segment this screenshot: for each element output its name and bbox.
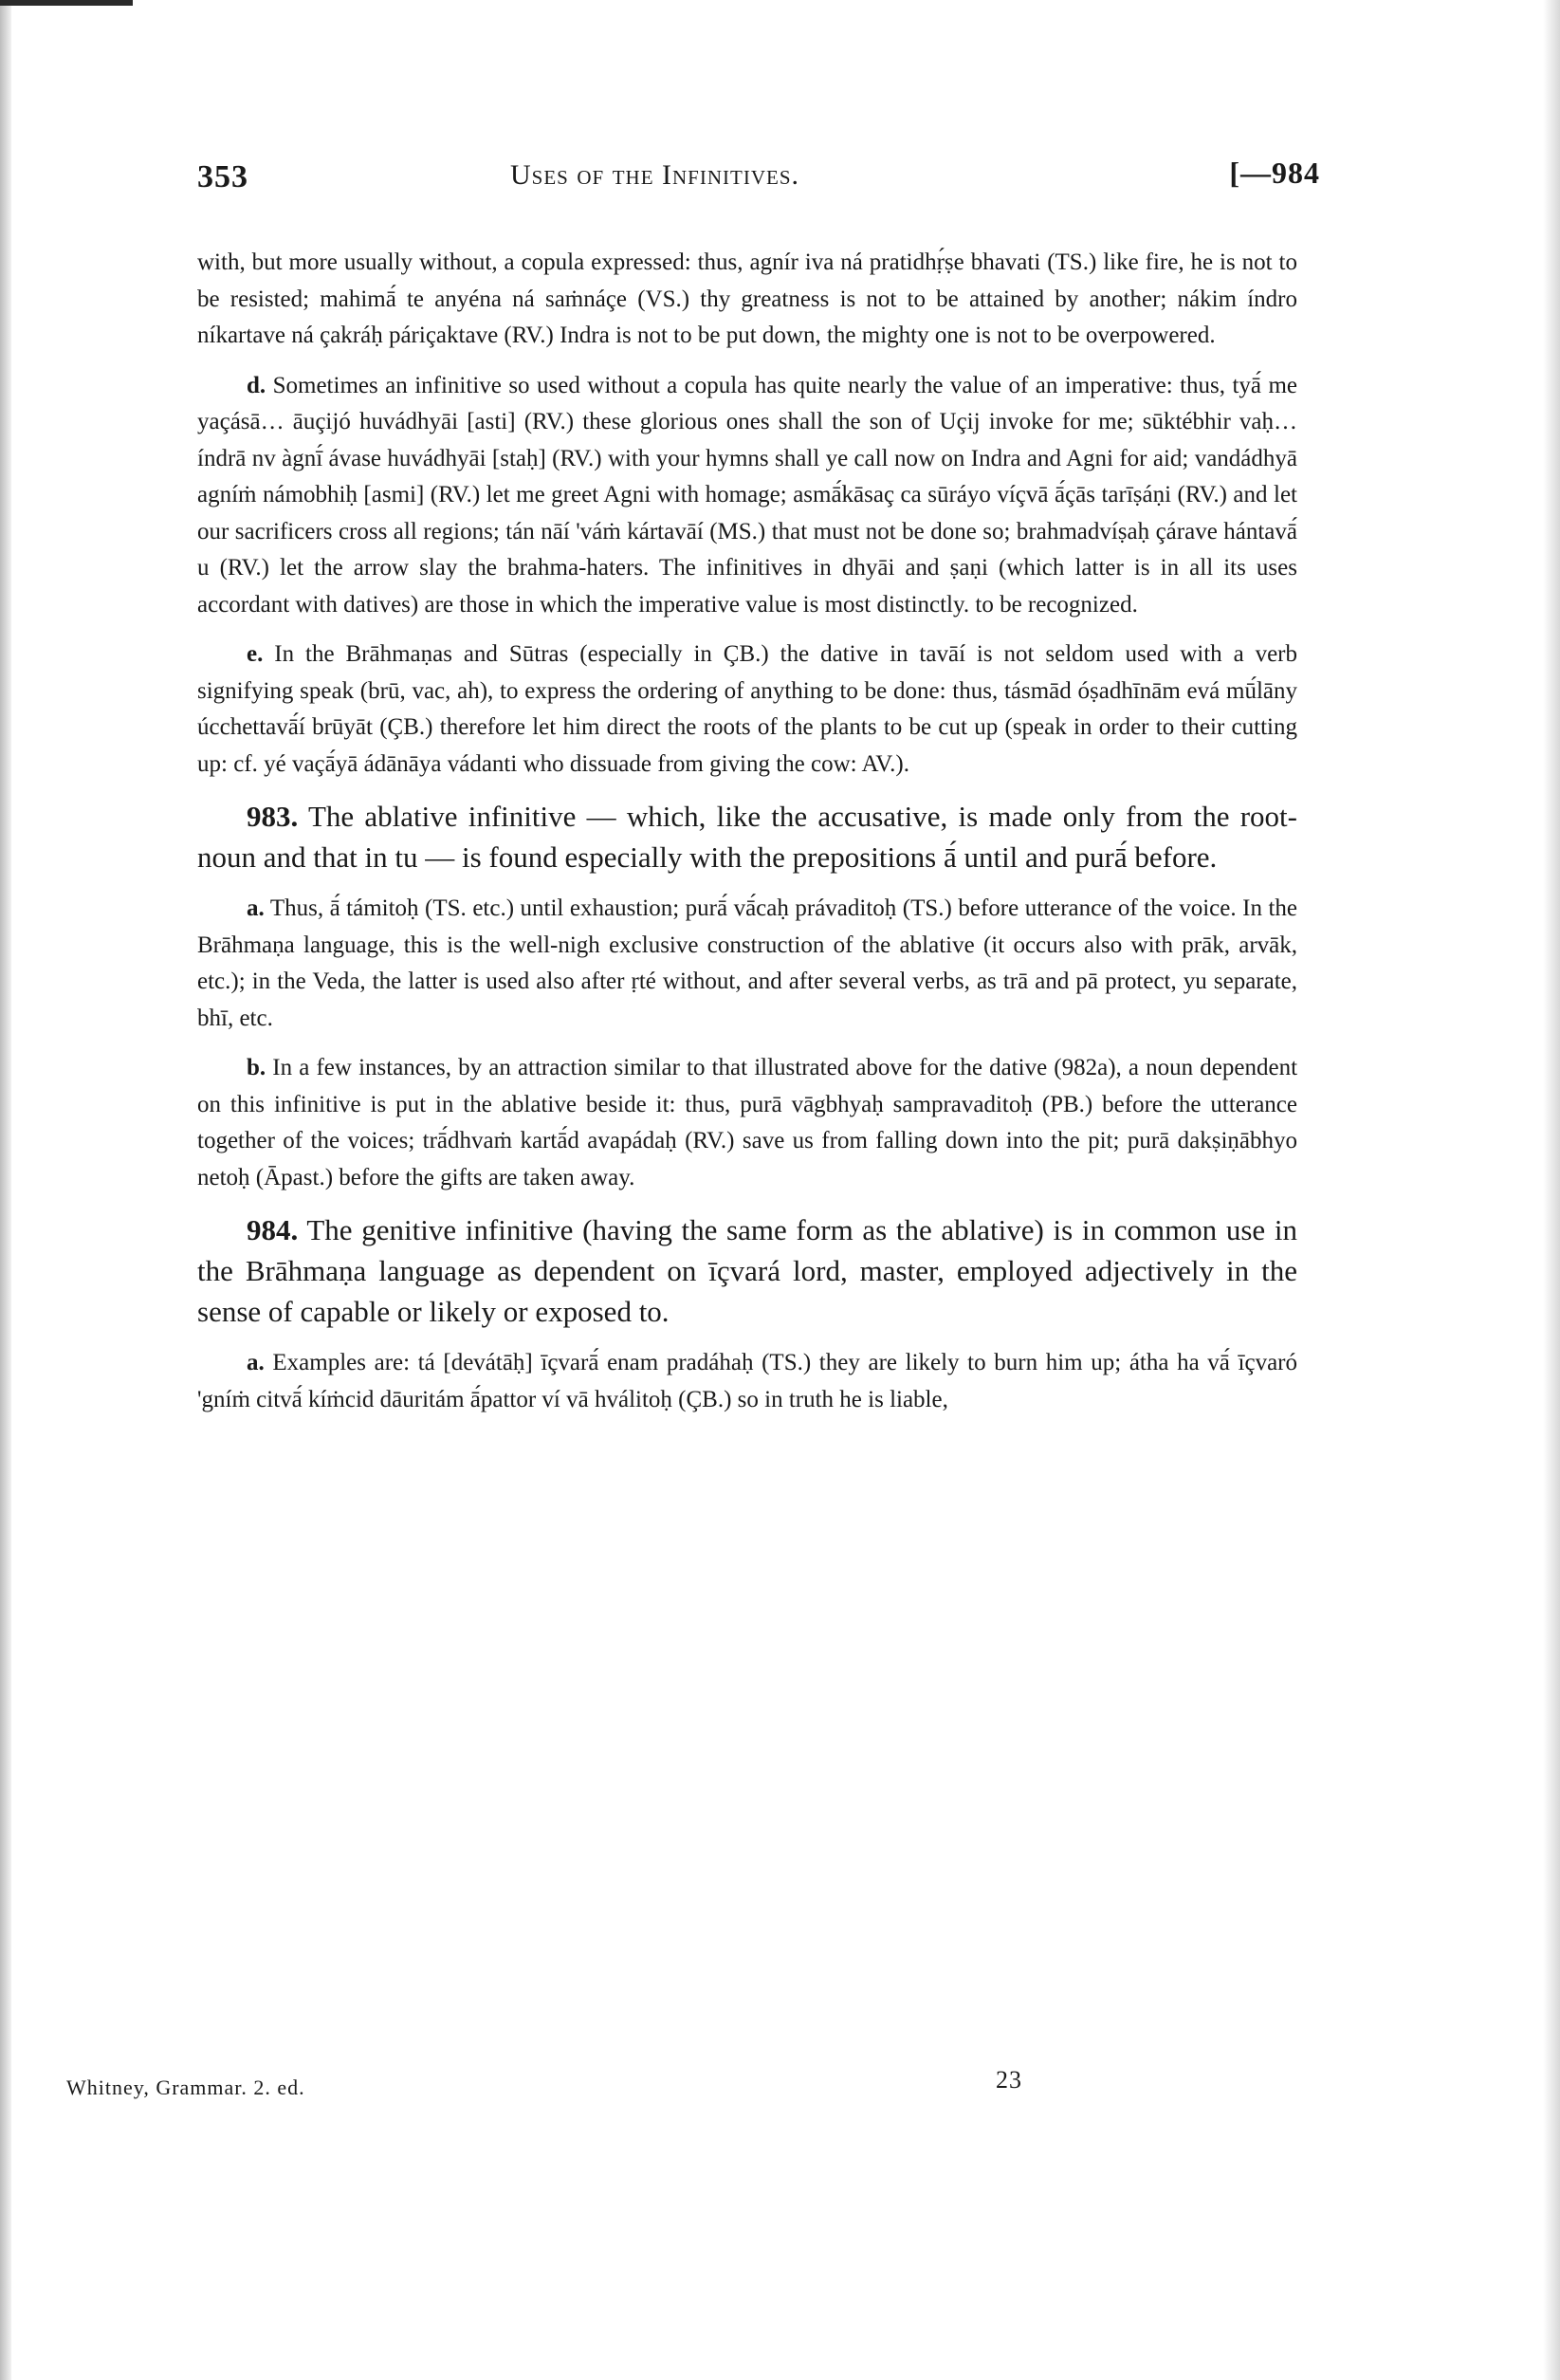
paragraph-text: Examples are: tá [devátāḥ] īçvarā́ enam pradáhaḥ (TS.) they are likely to burn him up; átha ha vā́ īçvaró 'gníṁ citvā́ kíṁcid dāuritám ā́pattor ví vā hválitoḥ (ÇB.) so in truth he is liable, <box>197 1350 1298 1412</box>
paragraph-text: The genitive infinitive (having the same form as the ablative) is in common use in the Brāhmaṇa language as dependent on īçvará lord, master, employed adjectively in the sense of capable or likely or exposed to. <box>197 1213 1297 1328</box>
paragraph-text: In the Brāhmaṇas and Sūtras (especially in ÇB.) the dative in tavāí is not seldom used with a verb signifying speak (brū, vac, ah), to express the ordering of anything to be done: thus, tásmād óṣadhīnām evá mū́lāny úcchettavā́í brūyāt (ÇB.) therefore let him direct the roots of the plants to be cut up (speak in order to their cutting up: cf. yé vaçā́yā ádānāya vádanti who dissuade from giving the cow: AV.). <box>197 641 1298 777</box>
paragraph-subsection-d <box>197 368 1297 624</box>
printer-signature: Whitney, Grammar. 2. ed. <box>66 2076 305 2099</box>
paragraph-marker: a. <box>247 895 265 921</box>
page-body <box>197 245 1297 1418</box>
paragraph-section-983 <box>197 796 1297 877</box>
section-number: 983. <box>247 800 299 833</box>
paragraph-text: with, but more usually without, a copula expressed: thus, agnír iva ná pratidhṛ́ṣe bhavati (TS.) like fire, he is not to be resisted; mahimā́ te anyéna ná saṁnáçe (VS.) thy greatness is not to be attained by another; nákim índro níkartave ná çakráḥ páriçaktave (RV.) Indra is not to be put down, the mighty one is not to be overpowered. <box>197 249 1297 348</box>
scan-edge-right <box>1543 0 1560 2380</box>
section-number: 984. <box>247 1213 299 1246</box>
paragraph-text: The ablative infinitive — which, like the accusative, is made only from the root-noun and that in tu — is found especially with the prepositions ā́ until and purā́ before. <box>197 800 1297 874</box>
running-head <box>197 142 1320 199</box>
paragraph-section-984 <box>197 1209 1297 1332</box>
paragraph-marker: a. <box>247 1350 265 1375</box>
paragraph-text: Thus, ā́ támitoḥ (TS. etc.) until exhaustion; purā́ vā́caḥ právaditoḥ (TS.) before utterance of the voice. In the Brāhmaṇa language, this is the well-nigh exclusive construction of the ablative (it occurs also with prāk, arvāk, etc.); in the Veda, the latter is used also after ṛté without, and after several verbs, as trā and pā protect, yu separate, bhī, etc. <box>197 895 1297 1031</box>
scan-edge-left <box>0 0 11 2380</box>
paragraph-subsection-a-examples <box>197 1345 1297 1418</box>
paragraph-marker: e. <box>247 641 264 667</box>
page-number: 353 <box>197 159 248 194</box>
scan-edge-top <box>0 0 133 6</box>
paragraph-marker: b. <box>247 1055 266 1080</box>
paragraph-subsection-a <box>197 891 1297 1037</box>
paragraph-continuation <box>197 245 1297 355</box>
paragraph-text: Sometimes an infinitive so used without a copula has quite nearly the value of an imperative: thus, tyā́ me yaçásā… āuçijó huvádhyāi [asti] (RV.) these glorious ones shall the son of Uçij invoke for me; sūktébhir vaḥ… índrā nv àgnī́ ávase huvádhyāi [staḥ] (RV.) with your hymns shall ye call now on Indra and Agni for aid; vandádhyā agníṁ námobhiḥ [asmi] (RV.) let me greet Agni with homage; asmā́kāsaç ca sūráyo víçvā ā́çās tarīṣáṇi (RV.) and let our sacrificers cross all regions; tán nāí 'váṁ kártavāí (MS.) that must not be done so; brahmadvíṣaḥ çárave hántavā́ u (RV.) let the arrow slay the brahma-haters. The infinitives in dhyāi and ṣaṇi (which latter is in all its uses accordant with datives) are those in which the imperative value is most distinctly. to be recognized. <box>197 372 1298 618</box>
signature-number: 23 <box>996 2066 1022 2094</box>
book-page <box>197 142 1320 1418</box>
paragraph-subsection-b <box>197 1050 1297 1196</box>
paragraph-subsection-e <box>197 637 1297 783</box>
running-title: Uses of the Infinitives. <box>510 159 799 191</box>
section-reference: [—984 <box>1229 156 1320 190</box>
paragraph-marker: d. <box>247 372 266 398</box>
paragraph-text: In a few instances, by an attraction similar to that illustrated above for the dative (982a), a noun dependent on this infinitive is put in the ablative beside it: thus, purā vāgbhyaḥ sampravaditoḥ (PB.) before the utterance together of the voices; trā́dhvaṁ kartā́d avapádaḥ (RV.) save us from falling down into the pit; purā dakṣiṇābhyo netoḥ (Āpast.) before the gifts are taken away. <box>197 1055 1298 1190</box>
